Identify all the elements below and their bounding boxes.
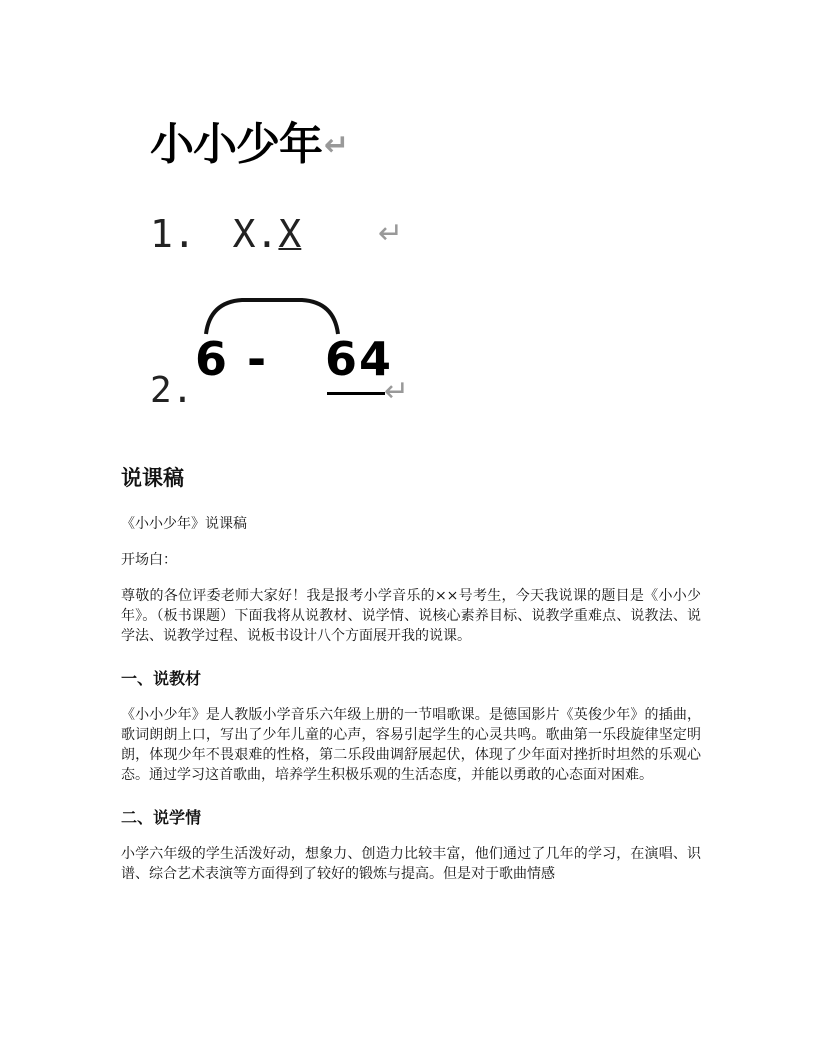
slur-arc — [202, 296, 344, 336]
document-body — [121, 462, 701, 900]
note-underline — [327, 392, 385, 395]
notation-line-2: 6 - 64 — [195, 332, 268, 386]
section-heading: 一、说教材 — [121, 669, 202, 688]
return-icon: ↵ — [378, 216, 404, 251]
notation-line-1: 1. X.X — [150, 212, 302, 256]
notation-line-2-label: 2. — [150, 370, 194, 411]
section-heading: 二、说学情 — [121, 808, 202, 827]
return-icon: ↵ — [324, 128, 349, 163]
section-text: 《小小少年》是人教版小学音乐六年级上册的一节唱歌课。是德国影片《英俊少年》的插曲，歌词朗朗上口，写出了少年儿童的心声，容易引起学生的心灵共鸣。歌曲第一乐段旋律坚定明朗，体现少年不畏艰难的性格，第二乐段曲调舒展起伏，体现了少年面对挫折时坦然的乐观心态。通过学习这首歌曲，培养学生积极乐观的生活态度，并能以勇敢的心态面对困难。 — [121, 707, 701, 783]
image-title: 小小少年↵ — [150, 119, 349, 170]
page-title: 说课稿 — [121, 466, 184, 490]
section-text: 小学六年级的学生活泼好动，想象力、创造力比较丰富，他们通过了几年的学习，在演唱、识谱、综合艺术表演等方面得到了较好的锻炼与提高。但是对于歌曲情感 — [121, 846, 701, 882]
header-image — [140, 100, 440, 420]
opening-text: 尊敬的各位评委老师大家好！我是报考小学音乐的××号考生，今天我说课的题目是《小小少年》。（板书课题）下面我将从说教材、说学情、说核心素养目标、说教学重难点、说教法、说学法、说教学过程、说板书设计八个方面展开我的说课。 — [121, 588, 701, 644]
subtitle: 《小小少年》说课稿 — [121, 516, 247, 532]
return-icon: ↵ — [384, 374, 410, 409]
opening-label: 开场白： — [121, 552, 177, 568]
